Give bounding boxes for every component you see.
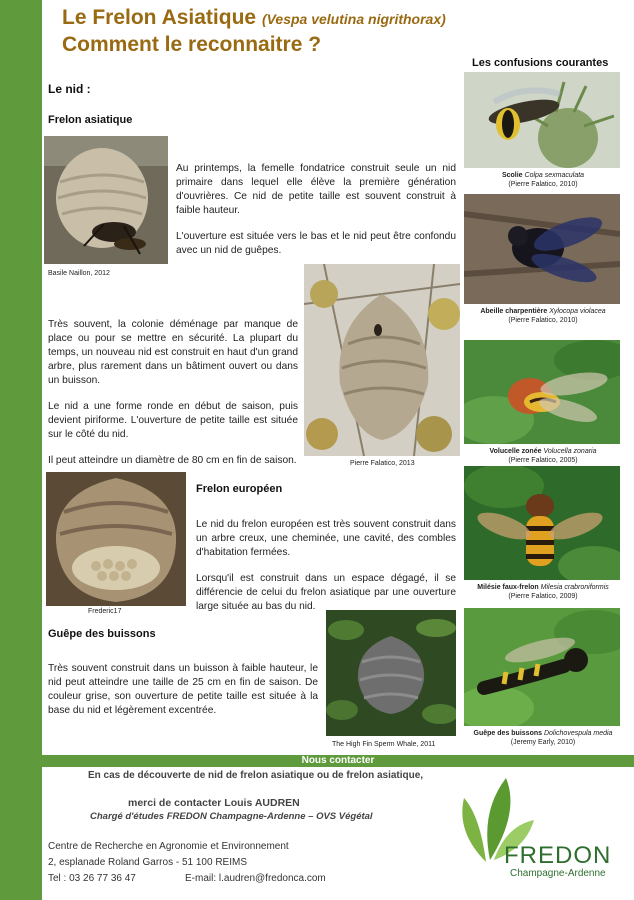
asian-text-block-2	[48, 318, 298, 480]
carpenter-bee-photo	[464, 194, 620, 304]
contact-address: 2, esplanade Roland Garros - 51 100 REIMS	[48, 857, 247, 868]
scolie-latin: Colpa sexmaculata	[524, 172, 585, 179]
fredon-logo-region: Champagne-Ardenne	[510, 868, 606, 879]
contact-line-2: merci de contacter Louis AUDREN	[128, 797, 300, 809]
milesia-credit: (Pierre Falatico, 2009)	[508, 593, 578, 600]
asian-para-5: Il peut atteindre un diamètre de 80 cm en fin de saison.	[48, 455, 297, 466]
confusion-caption-volucella	[470, 447, 616, 465]
photo1-credit: Basile Naillon, 2012	[48, 270, 110, 277]
page-title	[62, 6, 446, 30]
scolie-name: Scolie	[501, 172, 523, 179]
contact-line-3: Chargé d'études FREDON Champagne-Ardenne – OVS Végétal	[90, 811, 373, 822]
bush-wasp-insect-photo	[464, 608, 620, 726]
confusion-caption-carpenter-bee	[470, 307, 616, 325]
confusion-caption-bush-wasp	[470, 729, 616, 747]
volucella-latin: Volucella zonaria	[543, 448, 597, 455]
volucella-name: Volucelle zonée	[489, 448, 542, 455]
confusion-caption-scolie	[470, 171, 616, 189]
volucella-credit: (Pierre Falatico, 2005)	[508, 457, 578, 464]
bush-wasp-latin: Dolichovespula media	[543, 730, 613, 737]
bush-wasp-name: Guêpe des buissons	[473, 730, 543, 737]
carpenter-bee-latin: Xylocopa violacea	[549, 308, 606, 315]
asian-para-4: Le nid a une forme ronde en début de saison, puis devient piriforme. L'ouverture de petite taille est située sur le côté du nid.	[48, 401, 298, 440]
contact-line-1: En cas de découverte de nid de frelon asiatique ou de frelon asiatique,	[88, 770, 424, 781]
confusion-caption-milesia	[470, 583, 616, 601]
asian-hornet-heading: Frelon asiatique	[48, 114, 133, 126]
carpenter-bee-name: Abeille charpentière	[480, 308, 548, 315]
volucella-photo	[464, 340, 620, 444]
asian-text-block-1	[176, 162, 456, 270]
bush-wasp-nest-photo	[326, 610, 456, 736]
asian-para-3: Très souvent, la colonie déménage par manque de place ou pour se mettre en sécurité. La plupart du temps, un nouveau nid est construit en haut d'un grand arbre, plus rarement dans un bâtiment ouvert ou dans un buisson.	[48, 319, 298, 386]
contact-email[interactable]: E-mail: l.audren@fredonca.com	[185, 873, 326, 884]
milesia-latin: Milesia crabroniformis	[540, 584, 609, 591]
scolie-photo	[464, 72, 620, 168]
european-nest-photo	[46, 472, 186, 606]
contact-phone: Tel : 03 26 77 36 47	[48, 873, 136, 884]
european-para-2: Lorsqu'il est construit dans un espace dégagé, il se différencie de celui du frelon asiatique par une ouverture large située au bas du nid.	[196, 573, 456, 612]
carpenter-bee-credit: (Pierre Falatico, 2010)	[508, 317, 578, 324]
asian-para-1: Au printemps, la femelle fondatrice construit seule un nid primaire dans lequel elle élève la première génération d'ouvrières. Ce nid de petite taille est souvent construit à faible hauteur.	[176, 163, 456, 216]
bush-wasp-photo-credit: The High Fin Sperm Whale, 2011	[332, 741, 436, 748]
milesia-photo	[464, 466, 620, 580]
title-latin: (Vespa velutina nigrithorax)	[261, 11, 446, 27]
scolie-credit: (Pierre Falatico, 2010)	[508, 181, 578, 188]
photo2-credit: Pierre Falatico, 2013	[350, 460, 415, 467]
title-main: Le Frelon Asiatique	[62, 6, 257, 29]
primary-nest-photo	[44, 136, 168, 264]
confusions-heading: Les confusions courantes	[472, 57, 609, 69]
bush-wasp-text-block	[48, 662, 318, 730]
european-para-1: Le nid du frelon européen est très souvent construit dans un arbre creux, une cheminée, une cavité, des combles d'habitation fermées.	[196, 519, 456, 558]
european-photo-credit: Frederic17	[88, 608, 122, 615]
left-green-sidebar	[0, 0, 42, 900]
tree-nest-photo	[304, 264, 460, 456]
nest-heading: Le nid :	[48, 82, 91, 96]
bush-wasp-heading: Guêpe des buissons	[48, 628, 156, 640]
fredon-logo-name: FREDON	[504, 842, 612, 869]
contact-org: Centre de Recherche en Agronomie et Environnement	[48, 841, 289, 852]
bush-wasp-credit: (Jeremy Early, 2010)	[510, 739, 576, 746]
milesia-name: Milésie faux-frelon	[477, 584, 539, 591]
european-hornet-heading: Frelon européen	[196, 483, 283, 495]
page-subtitle: Comment le reconnaitre ?	[62, 33, 322, 56]
bush-wasp-para-1: Très souvent construit dans un buisson à faible hauteur, le nid peut atteindre une taille de 25 cm en fin de saison. De couleur grise, son ouverture de petite taille est située à la base du nid et légèrement excentrée.	[48, 663, 318, 716]
contact-bar: Nous contacter	[42, 755, 634, 767]
asian-para-2: L'ouverture est située vers le bas et le nid peut être confondu avec un nid de guêpes.	[176, 231, 456, 256]
